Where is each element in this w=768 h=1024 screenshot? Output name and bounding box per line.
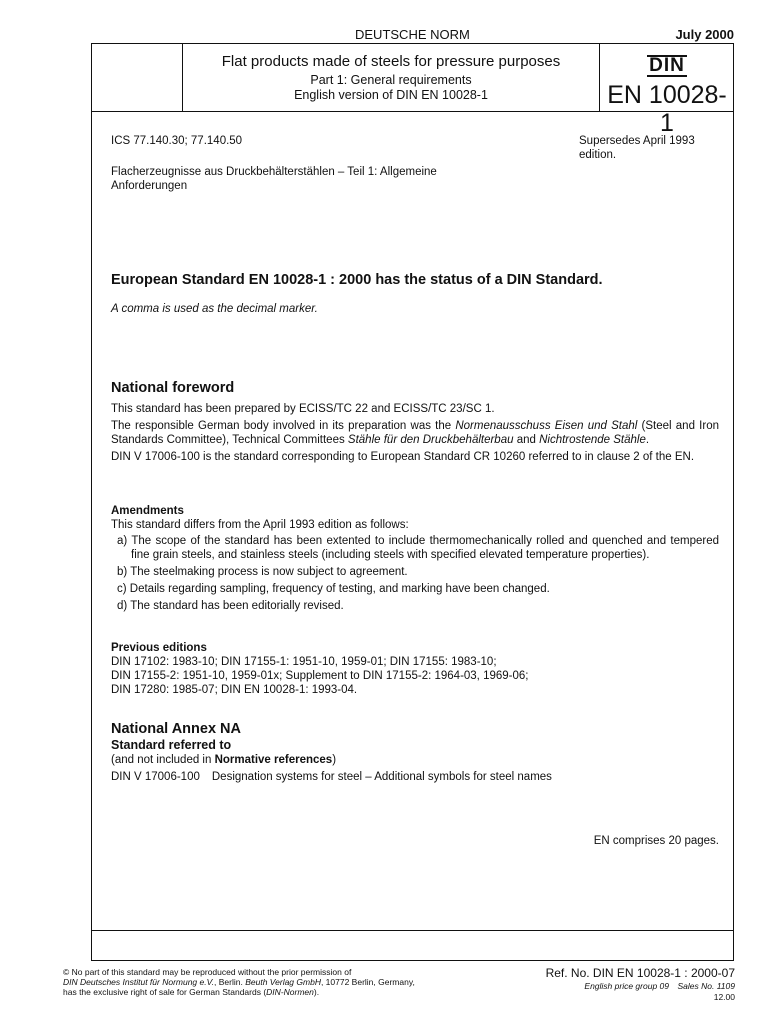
amendments-intro: This standard differs from the April 1993 edition as follows: [111, 519, 409, 531]
document-part: Part 1: General requirements [310, 73, 472, 87]
status-statement: European Standard EN 10028-1 : 2000 has the status of a DIN Standard. [111, 272, 603, 288]
previous-edition-line: DIN 17280: 1985-07; DIN EN 10028-1: 1993-04. [111, 684, 358, 696]
referred-standard-number: DIN V 17006-100 [111, 771, 200, 783]
previous-editions [111, 641, 719, 697]
annex-heading: National Annex NA [111, 721, 241, 737]
amendment-item: d) The standard has been editorially revised. [117, 600, 344, 612]
din-block [601, 55, 733, 137]
national-annex [111, 721, 719, 784]
reference-number: Ref. No. DIN EN 10028-1 : 2000-07 [545, 966, 735, 980]
annex-note: (and not included in Normative references) [111, 754, 337, 766]
decimal-marker-note: A comma is used as the decimal marker. [111, 303, 318, 315]
previous-edition-line: DIN 17102: 1983-10; DIN 17155-1: 1951-10, 1959-01; DIN 17155: 1983-10; [111, 656, 497, 668]
foreword-heading: National foreword [111, 380, 235, 396]
publication-date: July 2000 [675, 27, 734, 42]
title-right-divider [599, 43, 600, 112]
title-block [184, 53, 598, 103]
foreword-p2: The responsible German body involved in its preparation was the Normenausschuss Eisen und Stahl (Steel and Iron Standards Committee), Technical Committees Stähle für den Druckbehälterbau and Nichtrostende Stähle. [111, 420, 719, 446]
document-title: Flat products made of steels for pressure purposes [221, 53, 561, 70]
copyright-notice: © No part of this standard may be reproduced without the prior permission of DIN Deutsches Institut für Normung e.V., Berlin. Beuth Verlag GmbH, 10772 Berlin, Germany, has the exclusive right of sale for German Standards (DIN-Normen). [63, 967, 415, 997]
din-logo: DIN [649, 55, 685, 76]
german-title: Flacherzeugnisse aus Druckbehälterstählen – Teil 1: Allgemeine Anforderungen [111, 166, 437, 192]
amendment-item: a) The scope of the standard has been extented to include thermomechanically rolled and quenched and tempered fine grain steels, and stainless steels (including steels with specified elevated temperature properties). [117, 535, 719, 561]
title-left-divider [182, 43, 183, 112]
page-count-note: EN comprises 20 pages. [593, 835, 719, 847]
document-version: English version of DIN EN 10028-1 [294, 88, 488, 102]
referred-standard [111, 770, 719, 784]
supersedes-note: Supersedes April 1993 edition. [579, 135, 695, 161]
ics-codes: ICS 77.140.30; 77.140.50 [111, 135, 243, 147]
sales-number: Sales No. 1109 [677, 981, 735, 991]
previous-editions-heading: Previous editions [111, 642, 207, 654]
annex-subheading: Standard referred to [111, 738, 232, 752]
footer-code: 12.00 [713, 992, 735, 1002]
amendment-item: b) The steelmaking process is now subject to agreement. [117, 566, 408, 578]
amendments-heading: Amendments [111, 505, 184, 517]
previous-edition-line: DIN 17155-2: 1951-10, 1959-01x; Supplement to DIN 17155-2: 1964-03, 1969-06; [111, 670, 529, 682]
foreword-p3: DIN V 17006-100 is the standard corresponding to European Standard CR 10260 referred to in clause 2 of the EN. [111, 451, 695, 463]
document-number: EN 10028-1 [607, 81, 727, 137]
amendment-item: c) Details regarding sampling, frequency of testing, and marking have been changed. [117, 583, 550, 595]
bottom-divider [91, 930, 734, 931]
norm-label: DEUTSCHE NORM [355, 27, 470, 42]
national-foreword [111, 380, 719, 464]
referred-standard-title: Designation systems for steel – Additional symbols for steel names [211, 771, 552, 783]
amendments-section [111, 504, 719, 613]
foreword-p1: This standard has been prepared by ECISS/TC 22 and ECISS/TC 23/SC 1. [111, 403, 495, 415]
price-group: English price group 09 [584, 981, 669, 991]
